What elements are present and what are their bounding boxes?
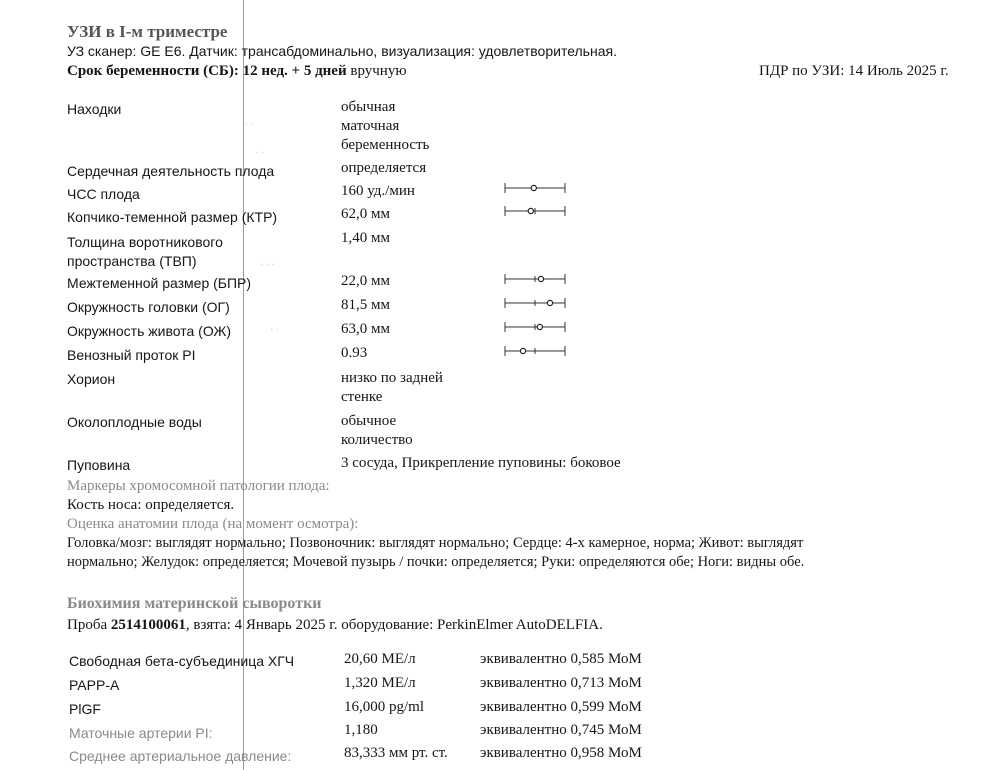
ga-manual: вручную (350, 63, 407, 79)
anatomy-title: Оценка анатомии плода (на момент осмотра): (67, 516, 359, 532)
range-value-marker (528, 208, 533, 213)
sample-info (67, 617, 603, 634)
findings-line: обычная (341, 99, 396, 115)
umbilical-cord-label: Пуповина (67, 457, 131, 473)
biochem-label: PlGF (69, 701, 101, 717)
amniotic-fluid-value (341, 412, 413, 450)
anatomy-line-1: Головка/мозг: выглядят нормально; Позвоночник: выглядят нормально; Сердце: 4-х камерное, норма; Живот: выглядят (67, 535, 804, 551)
biochem-label: Свободная бета-субъединица ХГЧ (69, 653, 295, 669)
report-title: УЗИ в I-м триместре (67, 22, 228, 41)
range-value-marker (520, 348, 525, 353)
nt-label (67, 233, 223, 271)
amniotic-fluid-label: Околоплодные воды (67, 414, 202, 430)
range-indicator (500, 296, 570, 310)
anatomy-line-2: нормально; Желудок: определяется; Мочевой пузырь / почки: определяется; Руки: определяются обе; Ноги: видны обе. (67, 554, 805, 570)
biochem-title: Биохимия материнской сыворотки (67, 595, 322, 612)
ac-label: Окружность живота (ОЖ) (67, 323, 231, 339)
range-value-marker (538, 276, 543, 281)
biochem-label: PAPP-A (69, 677, 120, 693)
nt-label-line: пространства (ТВП) (67, 253, 197, 269)
biochem-label: Среднее артериальное давление: (69, 748, 292, 764)
bpd-label: Межтеменной размер (БПР) (67, 275, 252, 291)
biochem-label: Маточные артерии PI: (69, 725, 213, 741)
heart-activity-value: определяется (341, 160, 427, 176)
estimated-due-date: ПДР по УЗИ: 14 Июль 2025 г. (759, 63, 949, 79)
sample-prefix: Проба (67, 617, 108, 633)
ga-label: Срок беременности (СБ): (67, 63, 239, 79)
gestational-age (67, 63, 407, 80)
bpd-value: 22,0 мм (341, 273, 390, 289)
biochem-value: 83,333 мм рт. ст. (344, 745, 448, 761)
ductus-venosus-label: Венозный проток PI (67, 347, 196, 363)
range-indicator (500, 204, 570, 218)
ga-value: 12 нед. + 5 дней (242, 63, 347, 79)
findings-value (341, 98, 429, 155)
biochem-value: 1,180 (344, 722, 378, 738)
nasal-bone: Кость носа: определяется. (67, 497, 235, 513)
crl-value: 62,0 мм (341, 206, 390, 222)
nt-label-line: Толщина воротникового (67, 234, 223, 250)
scanner-info: УЗ сканер: GE E6. Датчик: трансабдоминально, визуализация: удовлетворительная. (67, 43, 617, 59)
scan-noise: · · · (260, 260, 275, 271)
crl-label: Копчико-теменной размер (КТР) (67, 209, 278, 225)
scan-noise: · · (270, 325, 280, 336)
biochem-value: 20,60 МЕ/л (344, 651, 416, 667)
placenta-line: низко по задней (341, 370, 443, 386)
sample-id: 2514100061 (110, 617, 186, 633)
biochem-value: 16,000 pg/ml (344, 699, 425, 715)
range-indicator (500, 181, 570, 195)
hc-label: Окружность головки (ОГ) (67, 299, 230, 315)
placenta-label: Хорион (67, 371, 116, 387)
findings-line: маточная (341, 118, 400, 134)
biochem-mom: эквивалентно 0,585 МоМ (480, 651, 642, 667)
heart-activity-label: Сердечная деятельность плода (67, 163, 275, 179)
fhr-value: 160 уд./мин (341, 183, 415, 199)
findings-line: беременность (341, 137, 430, 153)
biochem-mom: эквивалентно 0,745 МоМ (480, 722, 642, 738)
umbilical-cord-value: 3 сосуда, Прикрепление пуповины: боковое (341, 455, 621, 471)
biochem-mom: эквивалентно 0,713 МоМ (480, 675, 642, 691)
ductus-venosus-value: 0.93 (341, 345, 368, 361)
scan-noise: · · (255, 148, 265, 159)
fluid-line: количество (341, 432, 413, 448)
biochem-mom: эквивалентно 0,958 МоМ (480, 745, 642, 761)
equipment: оборудование: PerkinElmer AutoDELFIA. (341, 617, 603, 633)
ac-value: 63,0 мм (341, 321, 390, 337)
range-value-marker (537, 324, 542, 329)
scan-noise: · · (245, 120, 255, 131)
range-indicator (500, 272, 570, 286)
range-indicator (500, 320, 570, 334)
findings-label: Находки (67, 101, 122, 117)
placenta-value (341, 369, 443, 407)
biochem-value: 1,320 МЕ/л (344, 675, 416, 691)
sample-taken: , взята: 4 Январь 2025 г. (185, 617, 338, 633)
fhr-label: ЧСС плода (67, 186, 140, 202)
range-value-marker (531, 185, 536, 190)
range-value-marker (547, 300, 552, 305)
fluid-line: обычное (341, 413, 397, 429)
hc-value: 81,5 мм (341, 297, 390, 313)
placenta-line: стенке (341, 389, 383, 405)
nt-value: 1,40 мм (341, 230, 390, 246)
biochem-mom: эквивалентно 0,599 МоМ (480, 699, 642, 715)
markers-title: Маркеры хромосомной патологии плода: (67, 478, 330, 494)
range-indicator (500, 344, 570, 358)
